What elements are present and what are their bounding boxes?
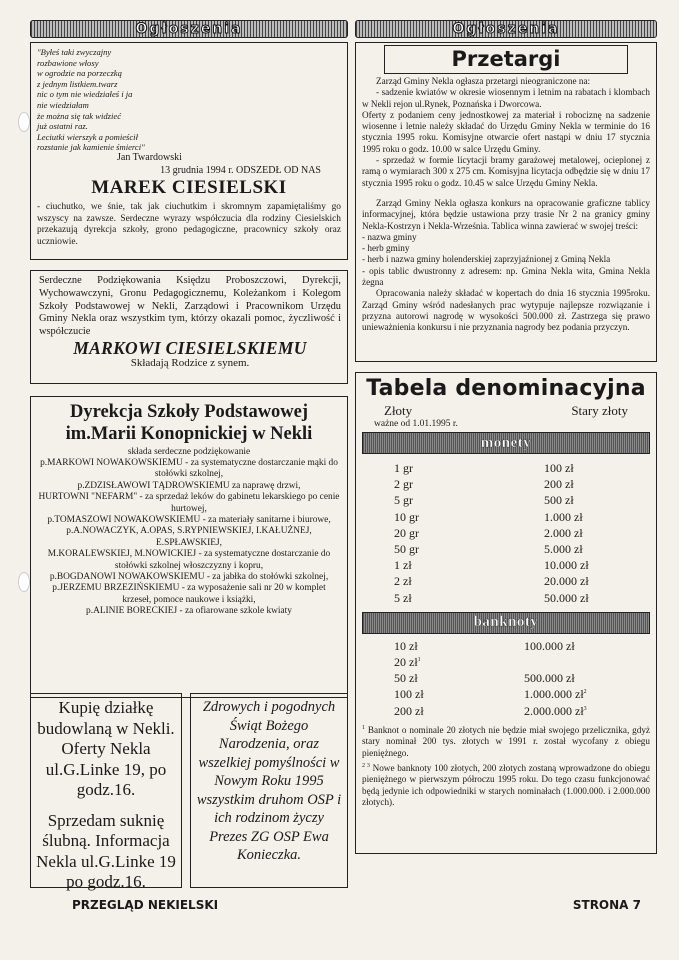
tenders-paragraph: Zarząd Gminy Nekla ogłasza przetargi nieograniczone na:	[376, 76, 591, 86]
left-header-label: Ogłoszenia	[135, 21, 243, 37]
thanks-box	[30, 270, 348, 384]
list-item: p.TOMASZOWI NOWAKOWSKIEMU - za materiały sanitarne i biurowe,	[47, 515, 331, 526]
old-value: 20.000 zł	[544, 574, 589, 589]
tenders-paragraph: Oferty z podaniem ceny jednostkowej za materiał i robociznę na sadzenie wiosenne i letnie należy składać do Urzędu Gminy Nekla w terminie do 16 stycznia 1995 roku. Komisyjne otwarcie ofert nastąpi w dniu 17 stycznia 1995 roku o godz. 10.00 w salce Urzędu Gminy.	[362, 109, 650, 154]
table-row	[362, 703, 650, 719]
old-value: 2.000.000 $zł^3$	[524, 703, 587, 718]
contest-item: - herb gminy	[362, 243, 410, 254]
footnote-1: $^1$ Banknot o nominale 20 złotych nie będzie miał swojego przelicznika, gdyż stary nominał 200 tys. złotych w 1991 r. został wycofany z obiegu pieniężnego.	[362, 724, 651, 758]
table-row	[362, 509, 650, 525]
contest-paragraph: Opracowania należy składać w kopertach do dnia 16 stycznia 1995roku. Zarząd Gminy wśród nadesłanych prac wytypuje najlepsze rozwiązanie i przyzna autorowi nagrodę w wysokości 500.000 zł. Zastrzega się prawo unieważnienia konkursu i nie przyznania nagrody bez podania przyczyn.	[362, 288, 650, 333]
column-header-old: Stary złoty	[571, 403, 628, 418]
wishes-text: Zdrowych i pogodnych Świąt Bożego Narodzenia, oraz wszelkiej pomyślności w Nowym Roku 1995 wszystkim druhom OSP i ich rodzinom życzy Prezes ZG OSP Ewa Konieczka.	[196, 699, 342, 863]
list-item: M.KORALEWSKIEJ, M.NOWICKIEJ - za systematyczne dostarczanie do stołówki szkolnej włoszczyzny i kopru,	[47, 549, 331, 571]
thanks-name: MARKOWI CIESIELSKIEMU	[73, 337, 307, 358]
table-row	[362, 670, 650, 686]
old-value: 5.000 zł	[544, 542, 583, 557]
obituary-poet: Jan Twardowski	[117, 151, 182, 163]
old-value: 1.000.000 $zł^2$	[524, 687, 587, 702]
list-item: p.JERZEMU BRZEZIŃSKIEMU - za wyposażenie sali nr 20 w komplet krzeseł, pomoce naukowe i książki,	[52, 583, 326, 605]
table-row	[362, 492, 650, 508]
denomination-title: Tabela denominacyjna	[366, 376, 646, 401]
table-row	[362, 686, 650, 702]
old-value: 200 zł	[544, 477, 574, 492]
right-section-header	[355, 20, 657, 38]
footer-page-number: STRONA 7	[572, 898, 641, 912]
new-value: 50 gr	[394, 542, 419, 557]
old-value: 100.000 zł	[524, 638, 575, 653]
old-value: 2.000 zł	[544, 525, 583, 540]
old-value	[472, 654, 642, 670]
plot-ad-text: Kupię działkę budowlaną w Nekli. Oferty Nekla ul.G.Linke 19, po godz.16.	[37, 698, 175, 799]
table-row	[362, 541, 650, 557]
footer-publication: PRZEGLĄD NEKIELSKI	[72, 898, 219, 912]
left-section-header	[30, 20, 348, 38]
new-value: 20 $zł^1$	[394, 655, 421, 670]
table-row	[362, 590, 650, 606]
old-value: 500.000 zł	[524, 671, 575, 686]
new-value: 10 zł	[394, 638, 418, 653]
obituary-text: - ciuchutko, we śnie, tak jak ciuchutkim i skromnym zapamiętaliśmy go wszyscy na zawsze. Serdeczne wyrazy współczucia dla rodziny Ciesielskich przekazują dyrekcja szkoły, grono pedagogiczne, pracownicy szkoły oraz uczniowie.	[37, 201, 341, 247]
new-value: 2 zł	[394, 574, 412, 589]
thanks-signature: Składają Rodzice z synem.	[130, 356, 250, 369]
old-value: 10.000 zł	[544, 558, 589, 573]
obituary-poem: "Byłeś taki zwyczajny rozbawione włosy w ogrodzie na porzeczką z jednym listkiem.twarz nic o tym nie wiedziałeś i ja nie wiedziałam że można się tak widzieć już ostatni raz. Leciutki wierszyk a pomieścił rozstanie jak kamienie śmierci"	[37, 47, 145, 153]
list-item: p.A.NOWACZYK, A.OPAS, S.RYPNIEWSKIEJ, I.KAŁUŻNEJ, E.SPŁAWSKIEJ,	[66, 526, 312, 548]
small-ads	[30, 693, 348, 891]
contest-item: - nazwa gminy	[362, 231, 417, 242]
new-value: 100 zł	[394, 687, 424, 702]
new-value: 200 zł	[394, 703, 424, 718]
contest-paragraph: Zarząd Gminy Nekla ogłasza konkurs na opracowanie graficzne tablicy informacyjnej, która będzie ustawiona przy trasie Nr 2 na granicy gminy Nekla-Kostrzyn i Nekla-Września. Tablica winna zawierać w swojej treści:	[362, 197, 650, 231]
school-title-line2: im.Marii Konopnickiej w Nekli	[65, 424, 313, 444]
new-value: 1 zł	[394, 558, 412, 573]
punch-hole	[18, 112, 30, 132]
new-value: 1 gr	[394, 461, 413, 475]
new-value: 2 gr	[394, 477, 413, 492]
obituary-name: MAREK CIESIELSKI	[91, 176, 287, 198]
denomination-footnotes	[362, 725, 650, 809]
wishes-ad-box	[190, 693, 348, 888]
obituary-box	[30, 42, 348, 260]
new-value: 20 gr	[394, 525, 419, 540]
old-value: 1.000 zł	[544, 509, 583, 524]
school-intro: składa serdeczne podziękowanie	[127, 447, 251, 457]
column-header-new: Złoty	[384, 403, 413, 418]
tenders-paragraph: - sadzenie kwiatów w okresie wiosennym i letnim na rabatach i klombach w Nekli rejon ul.Rynek, Poznańska i Dworcowa.	[362, 87, 650, 109]
thanks-text: Serdeczne Podziękowania Księdzu Proboszczowi, Dyrekcji, Wychowawczyni, Gronu Pedagogicznemu, Koleżankom i Kolegom Szkoły Podstawowej w Nekli, Zarządowi i Pracownikom Urzędu Gminy Nekla oraz wszystkim tym, którzy okazali pomoc, życzliwość i współczucie	[39, 275, 341, 338]
notes-label: banknoty	[473, 614, 539, 631]
right-header-label: Ogłoszenia	[452, 21, 560, 37]
denomination-table	[355, 372, 657, 854]
old-value: 100 zł	[544, 461, 574, 475]
denomination-valid-from: ważne od 1.01.1995 r.	[374, 419, 458, 429]
footnote-2: $^{2 3}$ Nowe banknoty 100 złotych, 200 złotych zostaną wprowadzone do obiegu pieniężnego w pierwszym półroczu 1995 roku. Do tego czasu funkcjonować będą jedynie ich odpowiedniki w starych nominałach (1.000.000. i 2.000.000 złotych).	[362, 763, 651, 808]
tenders-paragraph: - sprzedaż w formie licytacji bramy garażowej metalowej, ocieplonej z ramą o wymiarach 300 x 275 cm. Komisyjna licytacja odbędzie się w dniu 17 stycznia 1995 roku o godz. 10.45 w salce Urzędu Gminy Nekla.	[362, 155, 650, 188]
contest-item: - opis tablic dwustronny z adresem: np. Gmina Nekla wita, Gmina Nekla żegna	[362, 265, 650, 288]
school-title-line1: Dyrekcja Szkoły Podstawowej	[69, 402, 309, 422]
new-value: 10 gr	[394, 509, 419, 524]
left-column	[30, 20, 348, 698]
table-row	[362, 557, 650, 573]
table-row	[362, 573, 650, 589]
list-item: p.ZDZISŁAWOWI TĄDROWSKIEMU za naprawę drzwi,	[77, 480, 301, 491]
table-row	[362, 476, 650, 492]
new-value: 5 gr	[394, 493, 413, 508]
notes-band	[362, 612, 650, 634]
plot-ad-box	[30, 693, 182, 891]
old-value: 50.000 zł	[544, 590, 589, 605]
denomination-column-headers	[362, 403, 650, 419]
old-value: 500 zł	[544, 493, 574, 508]
coins-band	[362, 432, 650, 454]
new-value: 5 zł	[394, 590, 412, 605]
tenders-box	[355, 42, 657, 362]
school-thanks-box	[30, 396, 348, 698]
table-row	[362, 654, 650, 670]
punch-hole	[18, 572, 30, 592]
notes-rows	[362, 638, 650, 719]
table-row	[362, 638, 650, 654]
list-item: p.ALINIE BORECKIEJ - za ofiarowane szkole kwiaty	[86, 606, 292, 617]
dress-ad-text: Sprzedam suknię ślubną. Informacja Nekla ul.G.Linke 19 po godz.16.	[36, 810, 176, 891]
new-value: 50 zł	[394, 671, 418, 686]
obituary-date: 13 grudnia 1994 r. ODSZEDŁ OD NAS	[160, 164, 321, 176]
table-row	[362, 460, 650, 476]
coins-rows	[362, 460, 650, 606]
list-item: p.BOGDANOWI NOWAKOWSKIEMU - za jabłka do stołówki szkolnej,	[49, 572, 329, 583]
table-row	[362, 525, 650, 541]
list-item: p.MARKOWI NOWAKOWSKIEMU - za systematyczne dostarczanie mąki do stołówki szkolnej,	[40, 458, 338, 480]
right-column	[355, 20, 657, 854]
contest-item: - herb i nazwa gminy holenderskiej zaprzyjaźnionej z Gminą Nekla	[362, 254, 611, 265]
coins-label: monety	[480, 434, 532, 451]
school-list	[37, 458, 341, 618]
list-item: HURTOWNI "NEFARM" - za sprzedaż leków do gabinetu lekarskiego po cenie hurtowej,	[38, 492, 340, 514]
tenders-title: Przetargi	[384, 45, 628, 74]
tenders-text	[362, 76, 650, 334]
